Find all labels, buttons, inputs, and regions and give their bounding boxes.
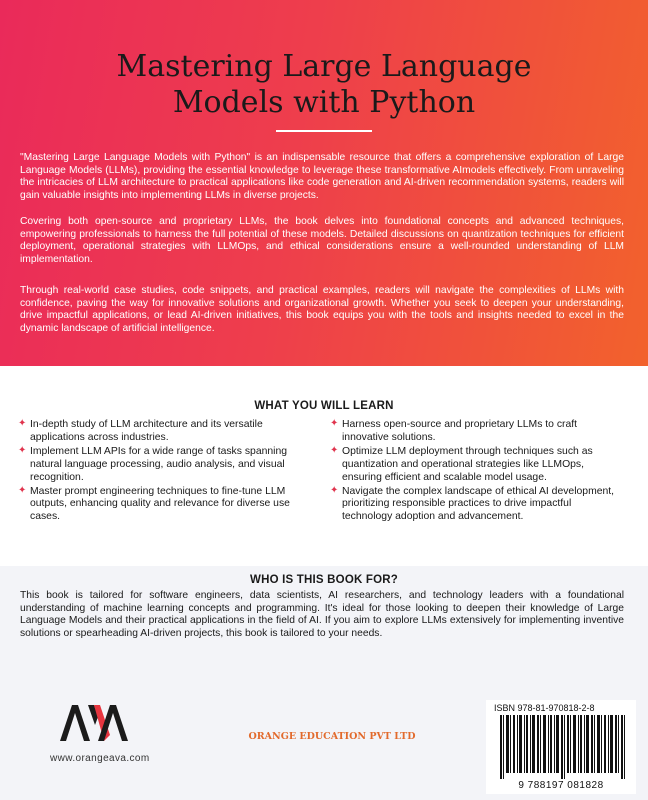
list-item: ✦ Master prompt engineering techniques to fine-tune LLM outputs, enhancing quality and relevance for diverse use cases. bbox=[18, 484, 290, 523]
publisher-name: ORANGE EDUCATION PVT LTD bbox=[248, 731, 416, 742]
sparkle-bullet-icon: ✦ bbox=[330, 484, 339, 496]
learn-list-right bbox=[332, 419, 622, 525]
isbn-text: ISBN 978-81-970818-2-8 bbox=[494, 703, 595, 713]
learn-list-left bbox=[20, 419, 310, 525]
ava-logo bbox=[58, 703, 130, 748]
learn-heading: WHAT YOU WILL LEARN bbox=[254, 400, 394, 412]
intro-paragraph-2: Covering both open-source and proprietary LLMs, the book delves into foundational concepts and advanced techniques, empowering professionals to harness the full potential of these models. Detailed discussions on quantization techniques for efficient deployment, operational strategies with LLMOps, and ethical considerations ensure a well-rounded understanding of LLM implementation. bbox=[20, 216, 624, 265]
sparkle-bullet-icon: ✦ bbox=[330, 444, 339, 456]
book-title-line-1: Mastering Large Language bbox=[116, 49, 532, 84]
book-title-line-2: Models with Python bbox=[172, 85, 476, 120]
barcode-icon bbox=[500, 715, 630, 779]
audience-paragraph: This book is tailored for software engineers, data scientists, AI researchers, and technology leaders with a foundational understanding of machine learning concepts and programming. It's ideal for those looking to deepen their knowledge of Large Language Models and their practical applications in the field of AI. If you aim to explore LLMs extensively for implementing inventive solutions or spearheading AI-driven projects, this book is tailored to your needs. bbox=[20, 590, 624, 639]
intro-paragraph-3: Through real-world case studies, code snippets, and practical examples, readers will navigate the complexities of LLMs with confidence, paving the way for innovative solutions and organizational growth. Whether you seek to deepen your understanding, drive impactful applications, or lead AI-driven initiatives, this book equips you with the tools and insights needed to excel in the dynamic landscape of artificial intelligence. bbox=[20, 285, 624, 334]
ava-logo-icon bbox=[58, 703, 130, 743]
sparkle-bullet-icon: ✦ bbox=[18, 444, 27, 456]
audience-heading: WHO IS THIS BOOK FOR? bbox=[250, 574, 398, 586]
title-divider bbox=[276, 130, 372, 132]
list-item: ✦ Optimize LLM deployment through techniques such as quantization and operational strategies like LLMOps, ensuring efficient and scalable model usage. bbox=[330, 444, 593, 483]
barcode-number: 9 788197 081828 bbox=[518, 780, 604, 791]
sparkle-bullet-icon: ✦ bbox=[18, 484, 27, 496]
list-item: ✦ Implement LLM APIs for a wide range of tasks spanning natural language processing, audio analysis, and visual recognition. bbox=[18, 444, 288, 483]
intro-paragraph-1: "Mastering Large Language Models with Python" is an indispensable resource that offers a comprehensive exploration of Large Language Models (LLMs), providing the essential knowledge to leverage these transformative AImodels effectively. From unraveling the intricacies of LLM architecture to practical applications like code generation and AI-driven recommendation systems, readers will gain valuable insights into implementing LLMs in diverse projects. bbox=[20, 152, 624, 201]
list-item: ✦ Navigate the complex landscape of ethical AI development, prioritizing responsible practices to drive impactful technology adoption and advancement. bbox=[330, 484, 615, 523]
publisher-website: www.orangeava.com bbox=[50, 753, 150, 764]
sparkle-bullet-icon: ✦ bbox=[18, 418, 27, 429]
sparkle-bullet-icon: ✦ bbox=[330, 418, 339, 429]
list-item: ✦ In-depth study of LLM architecture and its versatile applications across industries. bbox=[18, 418, 263, 443]
list-item: ✦ Harness open-source and proprietary LLMs to craft innovative solutions. bbox=[330, 418, 578, 443]
